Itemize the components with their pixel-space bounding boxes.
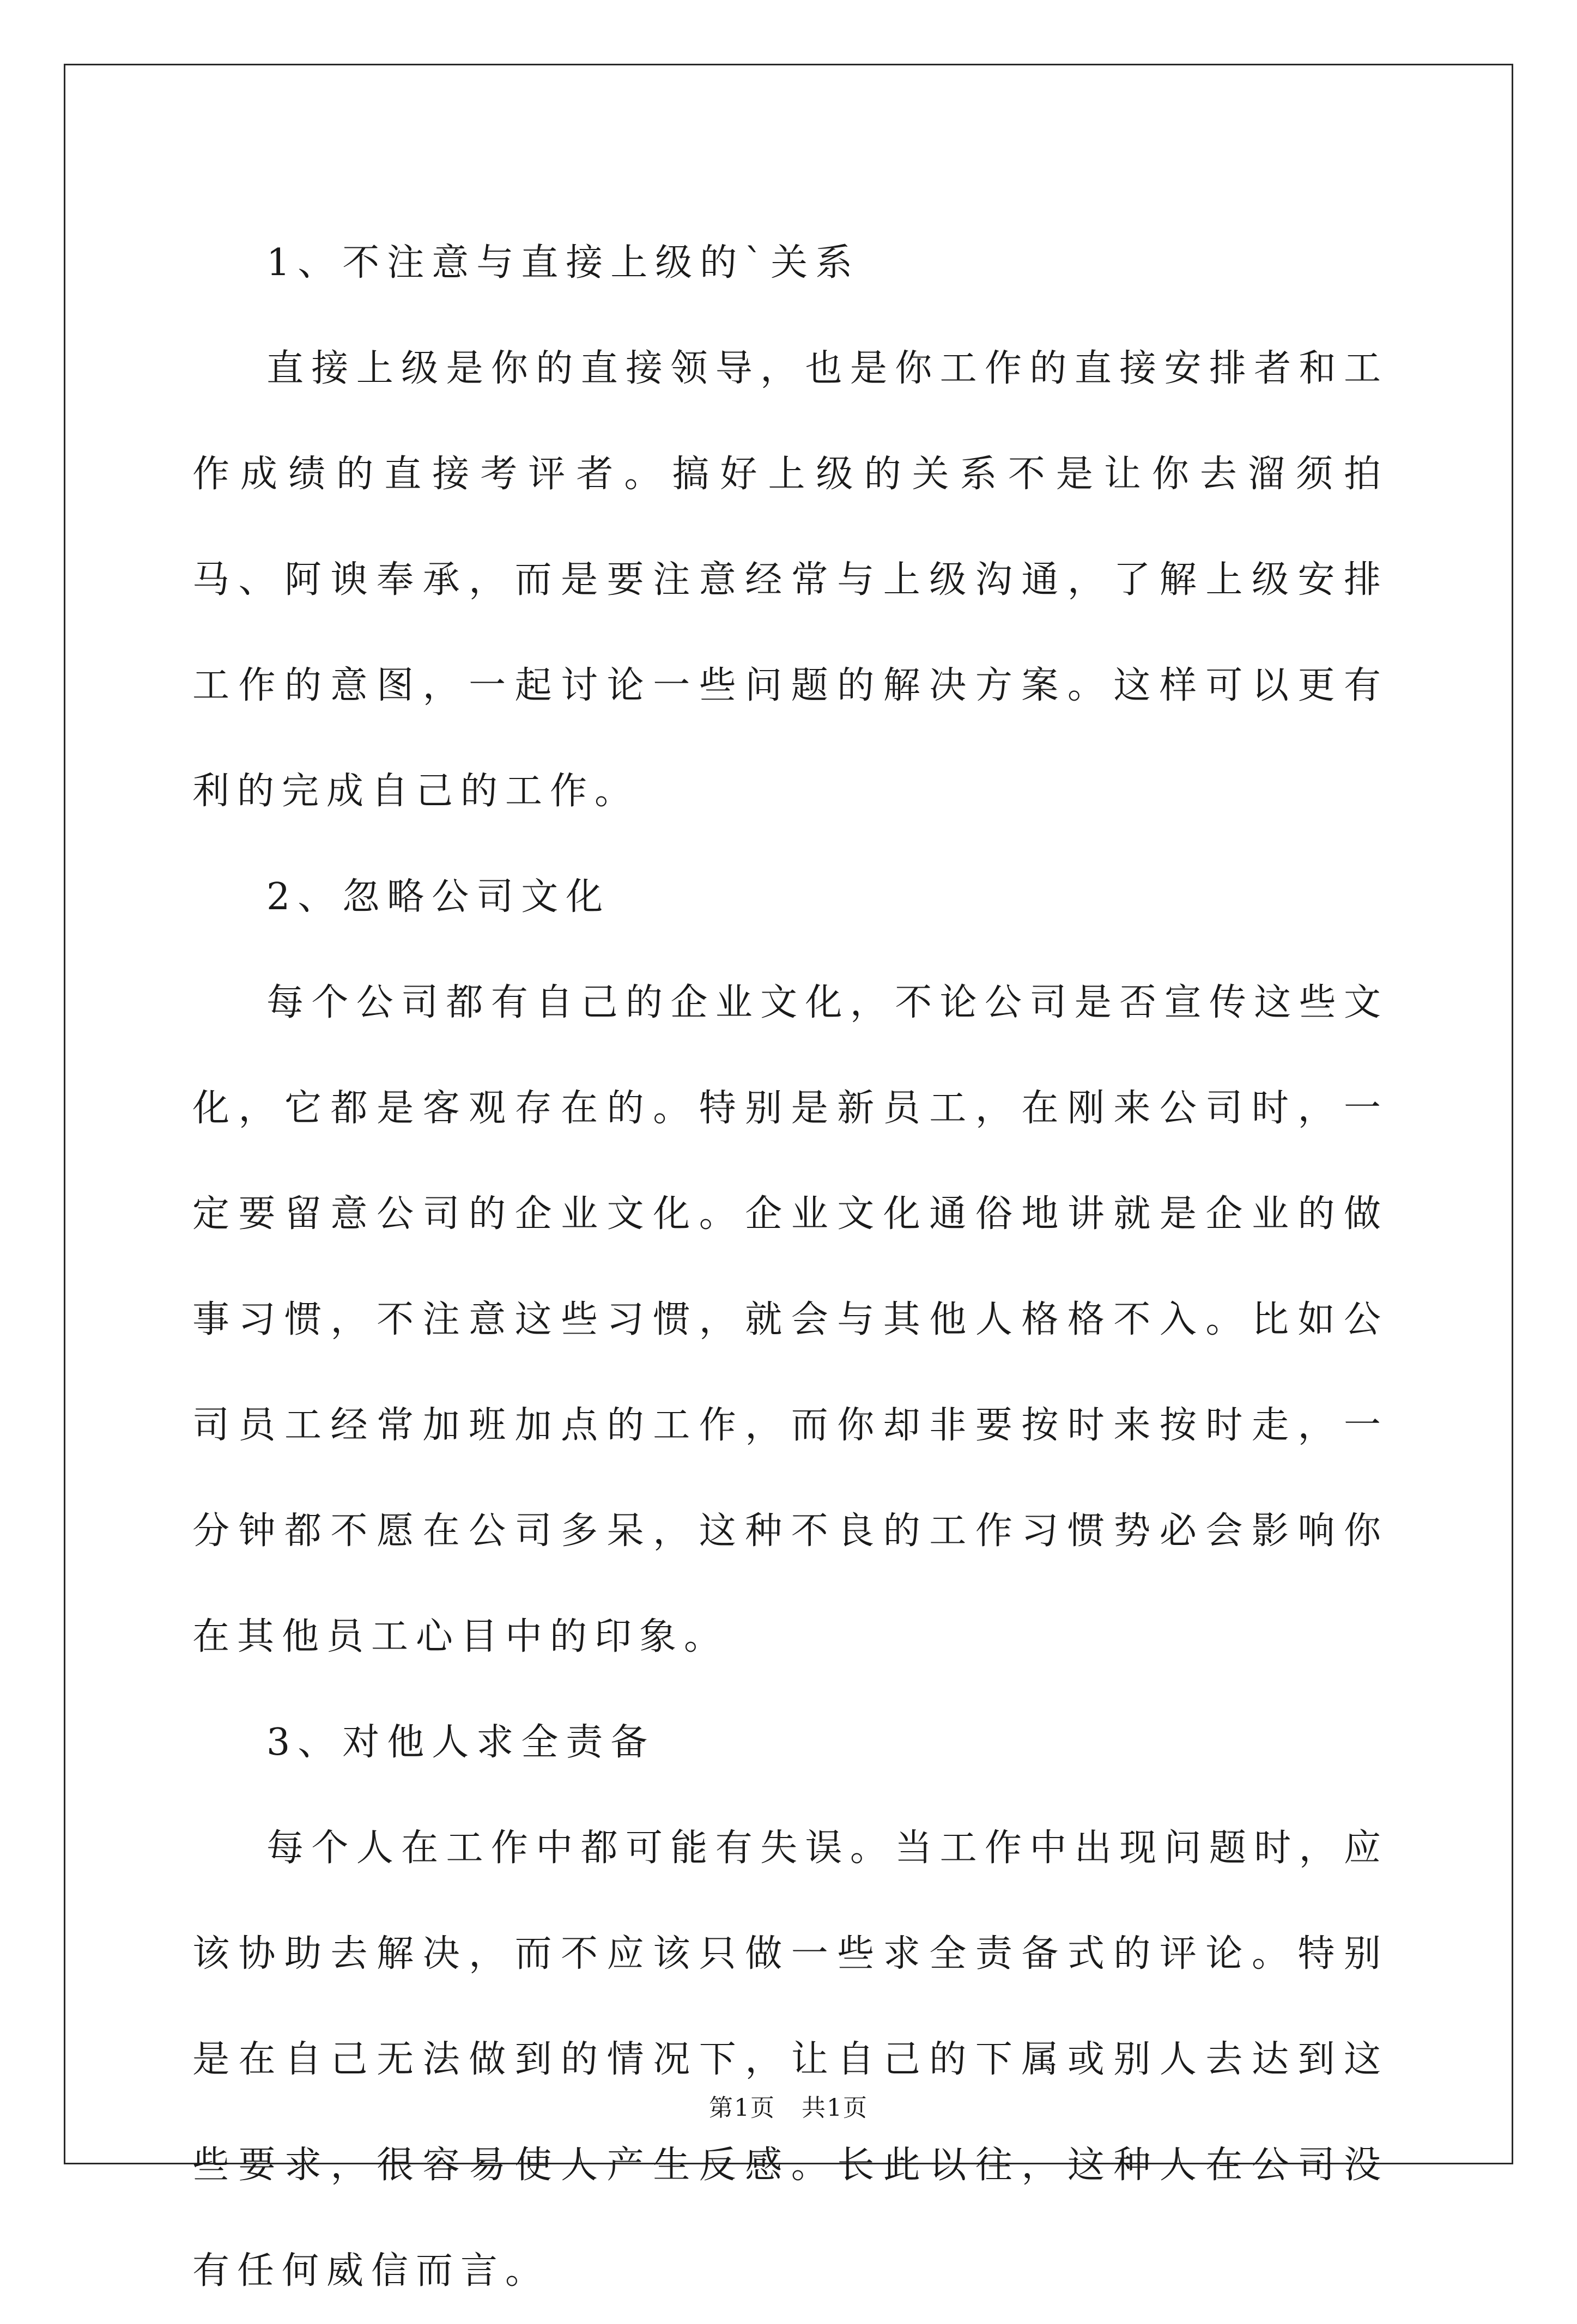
section-paragraph-3: 每个人在工作中都可能有失误。当工作中出现问题时，应该协助去解决，而不应该只做一些求全责备式的评论。特别是在自己无法做到的情况下，让自己的下属或别人去达到这些要求，很容易使人产生反感。长此以往，这种人在公司没有任何威信而言。 [192, 1827, 1388, 2292]
section-heading-2: 2、忽略公司文化 [266, 875, 611, 918]
page-number: 第1页 [709, 2094, 776, 2122]
section-heading-1: 1、不注意与直接上级的`关系 [266, 241, 860, 284]
page-footer [0, 2088, 1577, 2123]
page-total: 共1页 [801, 2094, 868, 2122]
document-body [192, 210, 1388, 2324]
section-paragraph-2: 每个公司都有自己的企业文化，不论公司是否宣传这些文化，它都是客观存在的。特别是新员工，在刚来公司时，一定要留意公司的企业文化。企业文化通俗地讲就是企业的做事习惯，不注意这些习惯，就会与其他人格格不入。比如公司员工经常加班加点的工作，而你却非要按时来按时走，一分钟都不愿在公司多呆，这种不良的工作习惯势必会影响你在其他员工心目中的印象。 [192, 981, 1388, 1658]
section-paragraph-1: 直接上级是你的直接领导，也是你工作的直接安排者和工作成绩的直接考评者。搞好上级的关系不是让你去溜须拍马、阿谀奉承，而是要注意经常与上级沟通，了解上级安排工作的意图，一起讨论一些问题的解决方案。这样可以更有利的完成自己的工作。 [192, 347, 1388, 813]
section-heading-3: 3、对他人求全责备 [266, 1721, 656, 1764]
